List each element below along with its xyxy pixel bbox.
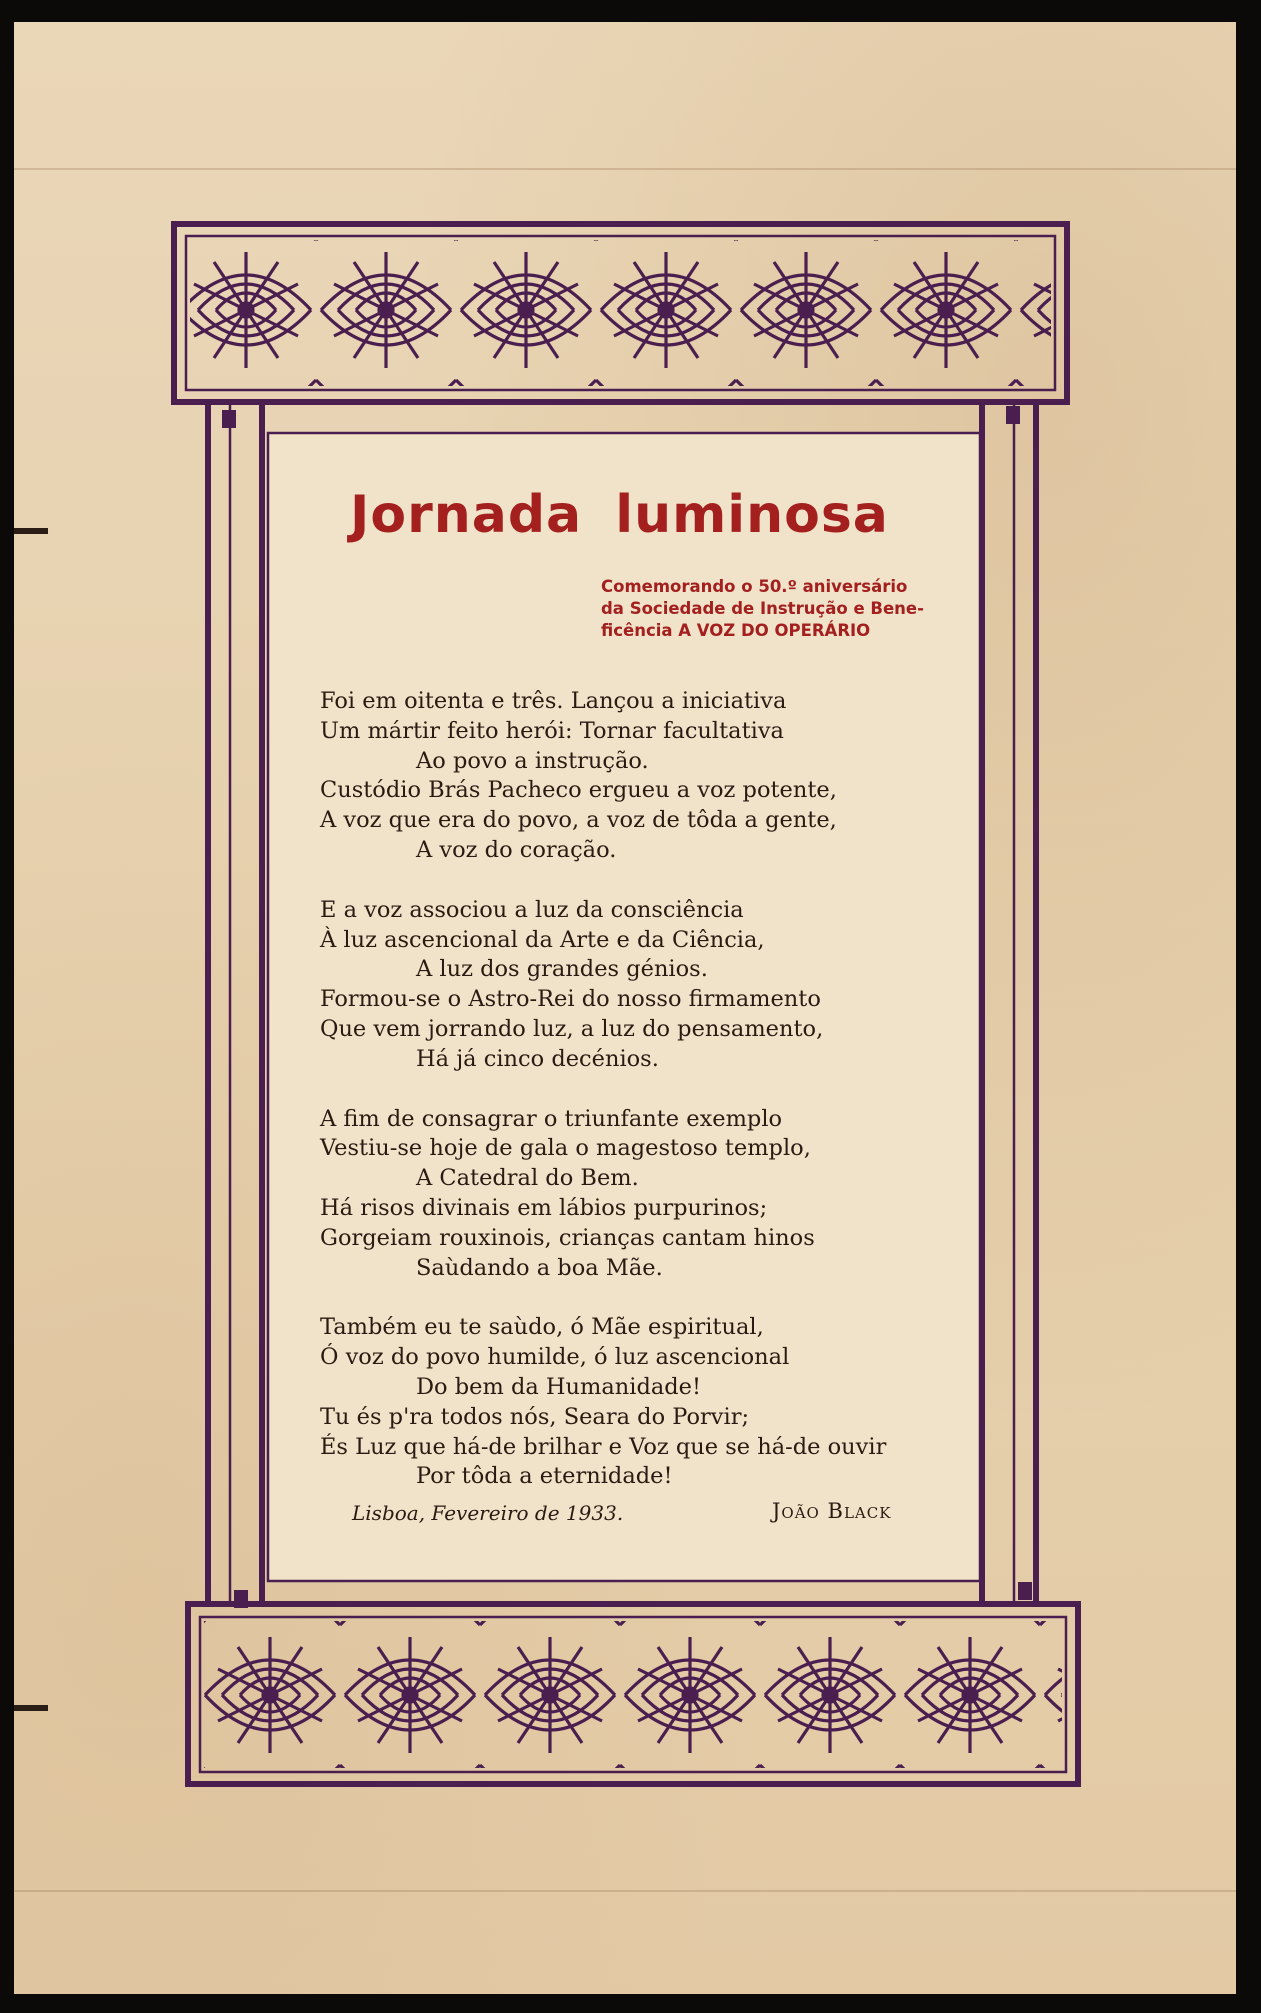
verse-line: À luz ascencional da Arte e da Ciência,: [320, 926, 765, 953]
verse-line: A Catedral do Bem.: [416, 1165, 639, 1192]
verse-line: Saùdando a boa Mãe.: [416, 1254, 663, 1281]
verse-line: A luz dos grandes génios.: [416, 956, 708, 983]
place-date: Lisboa, Fevereiro de 1933.: [352, 1501, 624, 1525]
verse-line: Que vem jorrando luz, a luz do pensamento,: [320, 1015, 824, 1042]
stanza-2: [320, 896, 960, 1075]
verse-line: Ó voz do povo humilde, ó luz ascencional: [320, 1344, 790, 1371]
verse-line: Do bem da Humanidade!: [416, 1373, 702, 1400]
verse-line: Gorgeiam rouxinois, crianças cantam hinos: [320, 1224, 815, 1251]
verse-line: Foi em oitenta e três. Lançou a iniciativa: [320, 688, 787, 714]
verse-line: Vestiu-se hoje de gala o magestoso templo,: [320, 1135, 811, 1162]
bottom-ornament-band: [188, 1604, 1078, 1784]
subtitle-line: da Sociedade de Instrução e Bene-: [601, 599, 924, 618]
verse-line: Formou-se o Astro-Rei do nosso firmamento: [320, 986, 821, 1013]
author-signature: João Black: [772, 1499, 892, 1523]
verse-line: A fim de consagrar o triunfante exemplo: [320, 1105, 783, 1132]
verse-line: Um mártir feito herói: Tornar facultativa: [320, 717, 784, 744]
poem-body: [320, 687, 960, 1522]
stanza-4: [320, 1313, 960, 1492]
verse-line: És Luz que há-de brilhar e Voz que se há-de ouvir: [320, 1433, 887, 1460]
verse-line: Há risos divinais em lábios purpurinos;: [320, 1194, 768, 1221]
verse-line: A voz do coração.: [416, 836, 617, 863]
poem-title: Jornada luminosa: [350, 485, 889, 545]
verse-line: E a voz associou a luz da consciência: [320, 896, 744, 923]
verse-line: Ao povo a instrução.: [416, 747, 649, 774]
top-ornament-band: [174, 224, 1067, 402]
verse-line: Também eu te saùdo, ó Mãe espiritual,: [320, 1314, 764, 1341]
poem-panel: [270, 433, 980, 1583]
verse-line: Tu és p'ra todos nós, Seara do Porvir;: [320, 1403, 750, 1430]
poem-subtitle: [601, 576, 971, 642]
verse-line: Custódio Brás Pacheco ergueu a voz potente,: [320, 777, 837, 804]
verse-line: Por tôda a eternidade!: [416, 1463, 673, 1490]
subtitle-line: Comemorando o 50.º aniversário: [601, 577, 908, 596]
verse-line: Há já cinco decénios.: [416, 1045, 659, 1072]
stanza-1: [320, 687, 960, 866]
stanza-3: [320, 1105, 960, 1284]
verse-line: A voz que era do povo, a voz de tôda a gente,: [320, 807, 837, 834]
subtitle-line: ficência A VOZ DO OPERÁRIO: [601, 621, 871, 640]
